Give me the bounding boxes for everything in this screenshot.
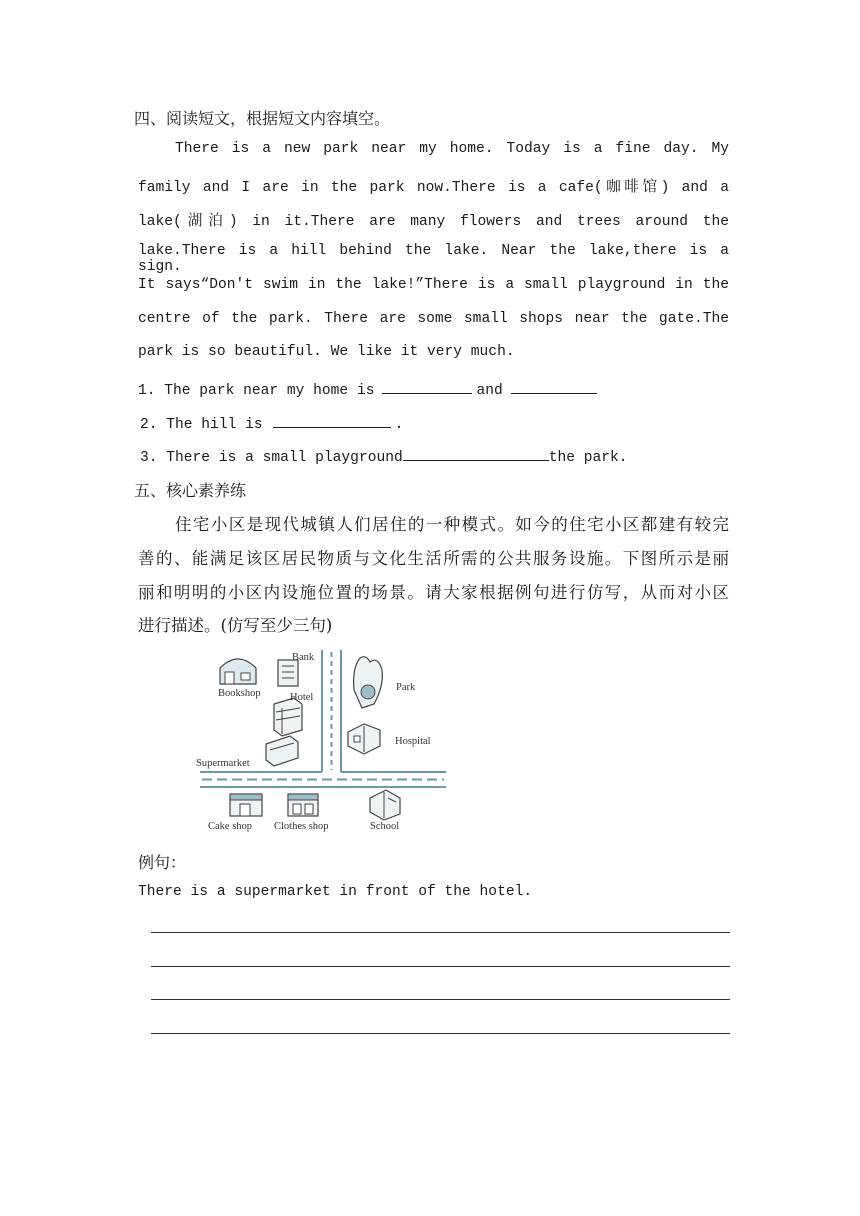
question-1-mid: and <box>476 383 503 399</box>
passage-line: centre of the park. There are some small shops near the gate.The <box>138 311 729 327</box>
passage-line: It says“Don't swim in the lake!”There is a small playground in the <box>138 277 729 293</box>
question-2-suffix: . <box>394 417 404 433</box>
question-2 <box>140 412 403 433</box>
label-cake-shop: Cake shop <box>208 821 253 832</box>
clothes-shop-icon <box>288 794 318 816</box>
cake-shop-icon <box>230 794 262 816</box>
road-vertical <box>322 650 341 772</box>
writing-line-3[interactable] <box>151 999 730 1000</box>
writing-line-4[interactable] <box>151 1033 730 1034</box>
label-school: School <box>370 821 400 832</box>
label-hospital: Hospital <box>395 736 431 747</box>
question-1-prefix: 1. The park near my home is <box>138 383 375 399</box>
section5-heading: 五、核心素养练 <box>134 481 247 500</box>
section5-paragraph-line: 善的、能满足该区居民物质与文化生活所需的公共服务设施。下图所示是丽 <box>138 549 729 568</box>
section5-paragraph-line: 进行描述。(仿写至少三句) <box>138 616 333 635</box>
passage-line: family and I are in the park now.There is a cafe(咖啡馆) and a <box>138 180 729 196</box>
road-horizontal <box>200 772 446 787</box>
community-map <box>194 646 450 836</box>
bookshop-icon <box>220 659 256 684</box>
park-icon <box>354 657 383 708</box>
question-1 <box>138 378 601 399</box>
answer-blank-1a[interactable] <box>382 378 472 394</box>
example-label: 例句： <box>138 853 187 872</box>
label-park: Park <box>396 682 416 693</box>
label-hotel: Hotel <box>290 692 314 703</box>
answer-blank-2[interactable] <box>273 412 391 428</box>
passage-line: lake.There is a hill behind the lake. Near the lake,there is a sign. <box>138 243 729 275</box>
writing-line-2[interactable] <box>151 966 730 967</box>
section4-heading: 四、阅读短文，根据短文内容填空。 <box>134 109 391 128</box>
bank-icon <box>278 660 298 686</box>
question-3-prefix: 3. There is a small playground <box>140 450 403 466</box>
section5-paragraph-line: 丽和明明的小区内设施位置的场景。请大家根据例句进行仿写，从而对小区 <box>138 583 729 602</box>
passage-line: lake(湖泊) in it.There are many flowers and trees around the <box>138 214 729 230</box>
hotel-icon <box>274 698 302 736</box>
passage-line: There is a new park near my home. Today is a fine day. My <box>175 141 729 157</box>
label-bookshop: Bookshop <box>218 688 261 699</box>
passage-line: park is so beautiful. We like it very much. <box>138 344 515 360</box>
label-bank: Bank <box>292 652 315 663</box>
question-2-prefix: 2. The hill is <box>140 417 263 433</box>
answer-blank-3[interactable] <box>403 445 549 461</box>
example-sentence: There is a supermarket in front of the hotel. <box>138 884 533 900</box>
answer-blank-1b[interactable] <box>511 378 597 394</box>
question-3 <box>140 445 628 466</box>
question-3-suffix: the park. <box>548 450 628 466</box>
school-icon <box>370 790 400 820</box>
supermarket-icon <box>266 736 298 766</box>
writing-line-1[interactable] <box>151 932 730 933</box>
hospital-icon <box>348 724 380 754</box>
section5-paragraph-line: 住宅小区是现代城镇人们居住的一种模式。如今的住宅小区都建有较完 <box>175 515 729 534</box>
label-clothes-shop: Clothes shop <box>274 821 329 832</box>
label-supermarket: Supermarket <box>196 758 250 769</box>
